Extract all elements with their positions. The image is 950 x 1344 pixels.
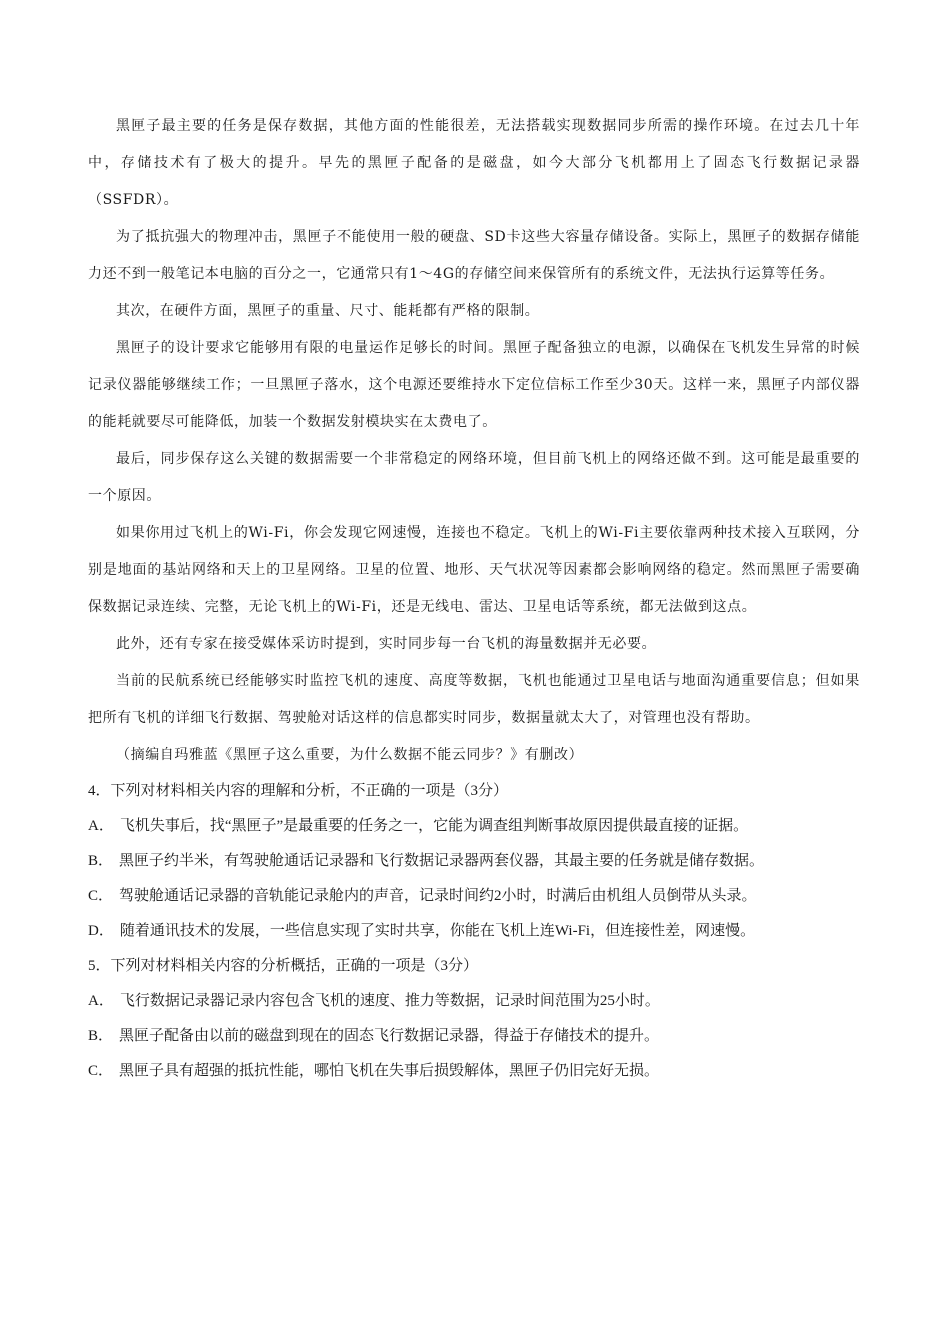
option-letter: C．	[88, 888, 114, 904]
option-letter: C．	[88, 1063, 114, 1079]
passage-paragraph: 当前的民航系统已经能够实时监控飞机的速度、高度等数据，飞机也能通过卫星电话与地面沟通重要信息；但如果把所有飞机的详细飞行数据、驾驶舱对话这样的信息都实时同步，数据量就太大了，对管理也没有帮助。	[88, 673, 860, 726]
passage-paragraph: 此外，还有专家在接受媒体采访时提到，实时同步每一台飞机的海量数据并无必要。	[116, 636, 657, 652]
option-text: 飞行数据记录器记录内容包含飞机的速度、推力等数据，记录时间范围为25小时。	[119, 993, 660, 1009]
question-section	[88, 774, 860, 1089]
option-letter: B．	[88, 853, 114, 869]
question-4	[88, 774, 860, 949]
question-stem: 5．下列对材料相关内容的分析概括，正确的一项是（3分）	[88, 958, 479, 974]
passage-paragraph: 为了抵抗强大的物理冲击，黑匣子不能使用一般的硬盘、SD卡这些大容量存储设备。实际上，黑匣子的数据存储能力还不到一般笔记本电脑的百分之一，它通常只有1～4G的存储空间来保管所有的系统文件，无法执行运算等任务。	[88, 229, 860, 282]
option-letter: A．	[88, 993, 114, 1009]
option-letter: D．	[88, 923, 114, 939]
option-text: 驾驶舱通话记录器的音轨能记录舱内的声音，记录时间约2小时，时满后由机组人员倒带从头录。	[119, 888, 757, 904]
option-letter: A．	[88, 818, 114, 834]
option-b	[88, 1019, 860, 1054]
option-text: 黑匣子具有超强的抵抗性能，哪怕飞机在失事后损毁解体，黑匣子仍旧完好无损。	[119, 1063, 660, 1079]
option-letter: B．	[88, 1028, 114, 1044]
option-c	[88, 1054, 860, 1089]
passage-paragraph: 其次，在硬件方面，黑匣子的重量、尺寸、能耗都有严格的限制。	[116, 303, 540, 319]
passage-source-citation: （摘编自玛雅蓝《黑匣子这么重要，为什么数据不能云同步？》有删改）	[116, 747, 584, 763]
passage-paragraph: 最后，同步保存这么关键的数据需要一个非常稳定的网络环境，但目前飞机上的网络还做不到。这可能是最重要的一个原因。	[88, 451, 860, 504]
question-stem: 4．下列对材料相关内容的理解和分析，不正确的一项是（3分）	[88, 783, 509, 799]
option-b	[88, 844, 860, 879]
option-a	[88, 809, 860, 844]
option-a	[88, 984, 860, 1019]
option-text: 随着通讯技术的发展，一些信息实现了实时共享，你能在飞机上连Wi-Fi，但连接性差，网速慢。	[119, 923, 756, 939]
question-5	[88, 949, 860, 1089]
option-d	[88, 914, 860, 949]
option-c	[88, 879, 860, 914]
document-page	[88, 108, 860, 1089]
option-text: 黑匣子约半米，有驾驶舱通话记录器和飞行数据记录器两套仪器，其最主要的任务就是储存数据。	[119, 853, 765, 869]
option-text: 黑匣子配备由以前的磁盘到现在的固态飞行数据记录器，得益于存储技术的提升。	[119, 1028, 660, 1044]
passage-paragraph: 如果你用过飞机上的Wi-Fi，你会发现它网速慢，连接也不稳定。飞机上的Wi-Fi主要依靠两种技术接入互联网，分别是地面的基站网络和天上的卫星网络。卫星的位置、地形、天气状况等因素都会影响网络的稳定。然而黑匣子需要确保数据记录连续、完整，无论飞机上的Wi-Fi，还是无线电、雷达、卫星电话等系统，都无法做到这点。	[88, 525, 860, 615]
passage-paragraph: 黑匣子的设计要求它能够用有限的电量运作足够长的时间。黑匣子配备独立的电源，以确保在飞机发生异常的时候记录仪器能够继续工作；一旦黑匣子落水，这个电源还要维持水下定位信标工作至少30天。这样一来，黑匣子内部仪器的能耗就要尽可能降低，加装一个数据发射模块实在太费电了。	[88, 340, 860, 430]
reading-passage	[88, 108, 860, 774]
passage-paragraph: 黑匣子最主要的任务是保存数据，其他方面的性能很差，无法搭载实现数据同步所需的操作环境。在过去几十年中，存储技术有了极大的提升。早先的黑匣子配备的是磁盘，如今大部分飞机都用上了固态飞行数据记录器（SSFDR）。	[88, 118, 860, 208]
option-text: 飞机失事后，找“黑匣子”是最重要的任务之一，它能为调查组判断事故原因提供最直接的证据。	[119, 818, 749, 834]
